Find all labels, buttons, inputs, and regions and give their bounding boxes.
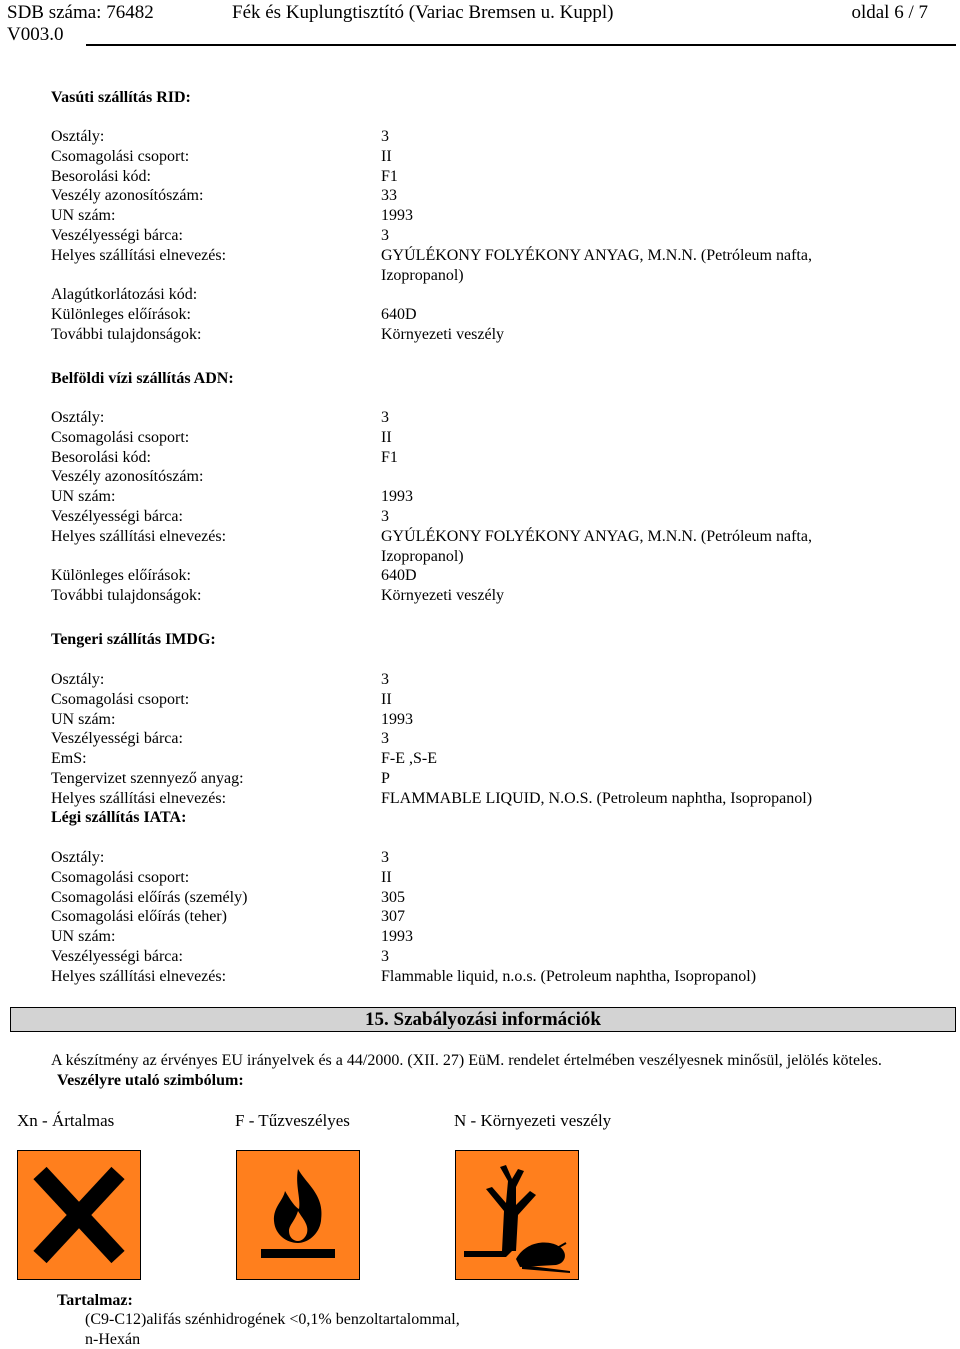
iata-row: Osztály: 3 bbox=[51, 849, 389, 866]
imdg-table bbox=[51, 670, 941, 809]
adn-table bbox=[51, 408, 941, 606]
rid-row: Veszélyességi bárca: 3 bbox=[51, 226, 389, 244]
imdg-row: EmS: F-E ,S-E bbox=[51, 750, 437, 768]
version: V003.0 bbox=[7, 24, 64, 45]
contents-title: Tartalmaz: bbox=[57, 1292, 133, 1309]
imdg-row: Tengervizet szennyező anyag: P bbox=[51, 769, 390, 787]
document-title: Fék és Kuplungtisztító (Variac Bremsen u. Kuppl) bbox=[232, 2, 614, 23]
iata-table bbox=[51, 848, 941, 987]
rid-row: Csomagolási csoport: II bbox=[51, 147, 392, 165]
adn-title: Belföldi vízi szállítás ADN: bbox=[51, 370, 234, 387]
adn-row: Besorolási kód: F1 bbox=[51, 448, 398, 466]
flame-icon bbox=[236, 1150, 360, 1280]
environment-hazard-icon bbox=[455, 1150, 579, 1280]
imdg-title: Tengeri szállítás IMDG: bbox=[51, 631, 216, 648]
adn-row: Veszély azonosítószám: bbox=[51, 468, 204, 486]
imdg-row: UN szám: 1993 bbox=[51, 710, 413, 728]
rid-title: Vasúti szállítás RID: bbox=[51, 89, 191, 106]
imdg-row: Osztály: 3 bbox=[51, 671, 389, 688]
adn-row: Veszélyességi bárca: 3 bbox=[51, 507, 389, 525]
adn-row: UN szám: 1993 bbox=[51, 488, 413, 506]
sdb-number: SDB száma: 76482 bbox=[7, 2, 154, 23]
symbols-title: Veszélyre utaló szimbólum: bbox=[57, 1072, 244, 1089]
rid-row: Különleges előírások: 640D bbox=[51, 306, 417, 324]
symbol-label-n: N - Környezeti veszély bbox=[454, 1111, 612, 1130]
iata-row: Csomagolási csoport: II bbox=[51, 868, 392, 886]
rid-row: További tulajdonságok: Környezeti veszély bbox=[51, 325, 505, 343]
iata-row: Veszélyességi bárca: 3 bbox=[51, 947, 389, 965]
page-header bbox=[0, 0, 960, 48]
rid-row: Alagútkorlátozási kód: bbox=[51, 286, 198, 304]
page-number: oldal 6 / 7 bbox=[851, 2, 928, 23]
symbol-label-f: F - Tűzveszélyes bbox=[235, 1111, 350, 1130]
header-rule bbox=[86, 44, 956, 46]
imdg-row: Csomagolási csoport: II bbox=[51, 690, 392, 708]
adn-row: Osztály: 3 bbox=[51, 409, 389, 426]
adn-row: További tulajdonságok: Környezeti veszély bbox=[51, 587, 505, 605]
iata-row: Csomagolási előírás (teher) 307 bbox=[51, 908, 405, 926]
regulation-text: A készítmény az érvényes EU irányelvek és a 44/2000. (XII. 27) EüM. rendelet értelmében veszélyesnek minősül, jelölés köteles. bbox=[51, 1052, 882, 1069]
iata-row: Csomagolási előírás (személy) 305 bbox=[51, 888, 405, 906]
rid-row: UN szám: 1993 bbox=[51, 207, 413, 225]
adn-row: Helyes szállítási elnevezés: GYÚLÉKONY FOLYÉKONY ANYAG, M.N.N. (Petróleum nafta, Izopropanol) bbox=[51, 527, 812, 565]
iata-title: Légi szállítás IATA: bbox=[51, 809, 187, 826]
iata-row: Helyes szállítási elnevezés: Flammable liquid, n.o.s. (Petroleum naphtha, Isopropanol) bbox=[51, 967, 757, 985]
rid-row: Besorolási kód: F1 bbox=[51, 167, 398, 185]
contents-item: (C9-C12)alifás szénhidrogének <0,1% benzoltartalommal, bbox=[85, 1311, 460, 1328]
rid-row: Veszély azonosítószám: 33 bbox=[51, 187, 397, 205]
section-15-banner: 15. Szabályozási információk bbox=[10, 1007, 956, 1032]
imdg-row: Veszélyességi bárca: 3 bbox=[51, 730, 389, 748]
adn-row: Csomagolási csoport: II bbox=[51, 428, 392, 446]
symbol-label-xn: Xn - Ártalmas bbox=[17, 1111, 115, 1130]
rid-table bbox=[51, 127, 941, 345]
imdg-row: Helyes szállítási elnevezés: FLAMMABLE LIQUID, N.O.S. (Petroleum naphtha, Isopropanol) bbox=[51, 789, 813, 807]
iata-row: UN szám: 1993 bbox=[51, 928, 413, 946]
rid-row: Osztály: 3 bbox=[51, 128, 389, 145]
adn-row: Különleges előírások: 640D bbox=[51, 567, 417, 585]
harmful-x-icon bbox=[17, 1150, 141, 1280]
rid-row: Helyes szállítási elnevezés: GYÚLÉKONY FOLYÉKONY ANYAG, M.N.N. (Petróleum nafta, Izopropanol) bbox=[51, 246, 812, 284]
contents-item: n-Hexán bbox=[85, 1331, 141, 1348]
